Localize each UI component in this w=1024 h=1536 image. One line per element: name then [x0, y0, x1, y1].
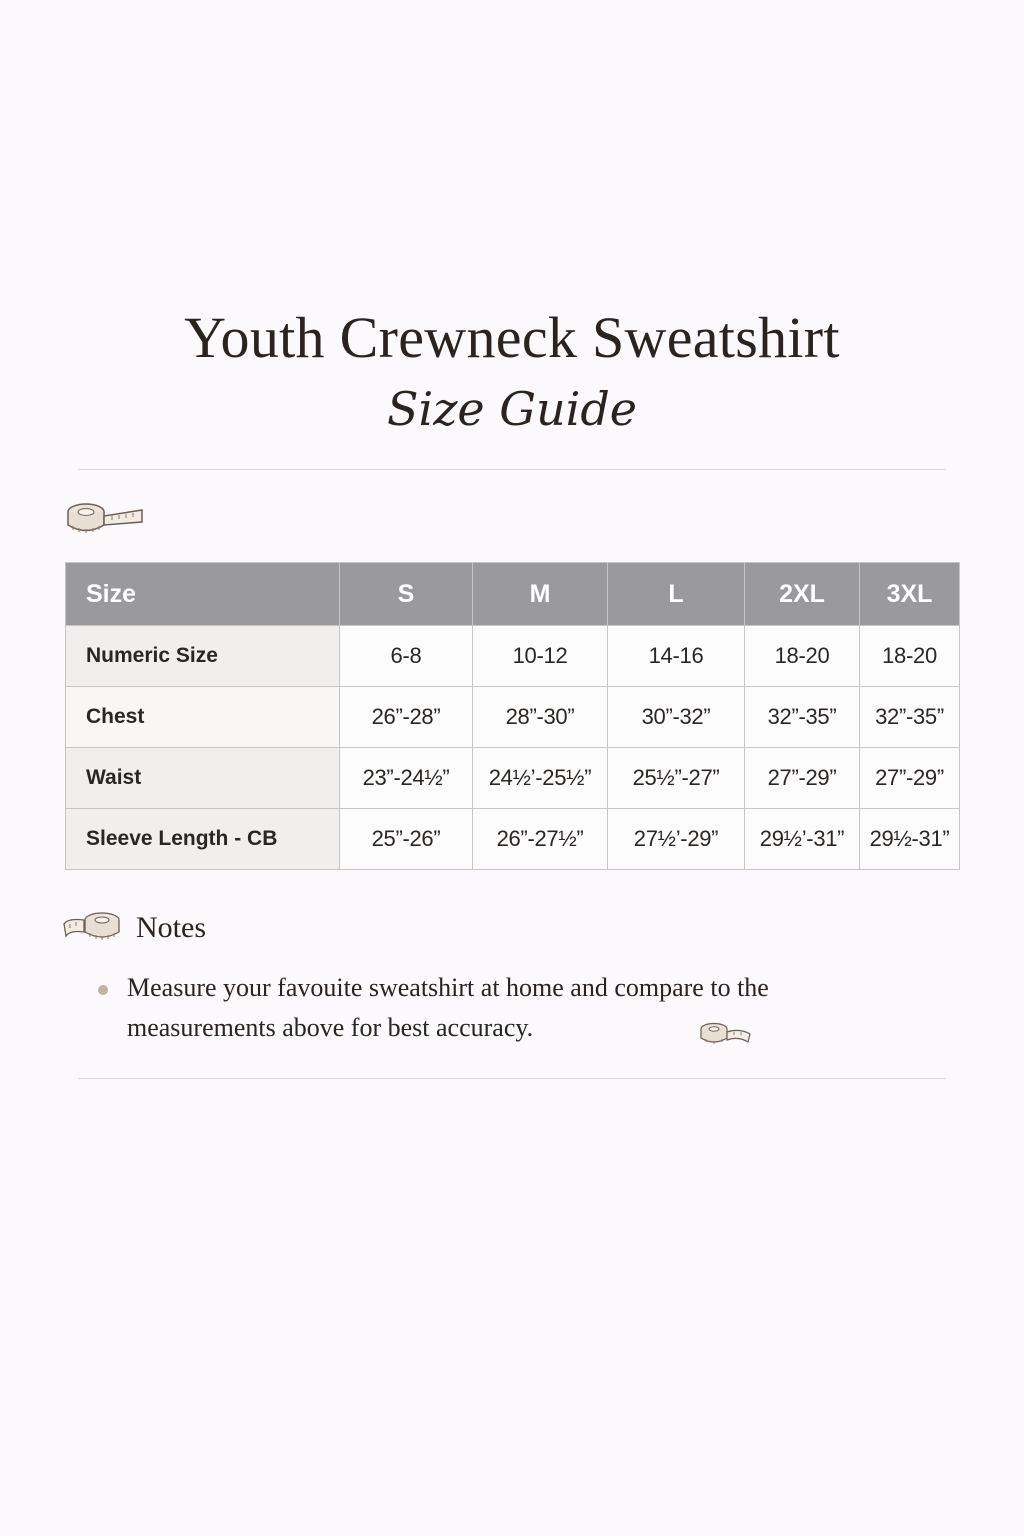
row-label: Chest — [66, 687, 340, 748]
table-row — [66, 809, 960, 870]
top-divider — [78, 469, 946, 470]
page-subtitle: Size Guide — [386, 382, 638, 436]
page-title: Youth Crewneck Sweatshirt — [184, 305, 840, 370]
table-cell: 25”-26” — [340, 809, 473, 870]
table-cell: 24½’-25½” — [473, 748, 608, 809]
note-item: Measure your favouite sweatshirt at home and compare to the measurements above for best accuracy. — [127, 973, 769, 1042]
row-label: Sleeve Length - CB — [66, 809, 340, 870]
column-header-s: S — [340, 563, 473, 626]
table-cell: 25½”-27” — [608, 748, 745, 809]
column-header-3xl: 3XL — [860, 563, 960, 626]
table-header-row — [66, 563, 960, 626]
table-cell: 27½’-29” — [608, 809, 745, 870]
table-row — [66, 687, 960, 748]
table-cell: 27”-29” — [745, 748, 860, 809]
table-cell: 29½-31” — [860, 809, 960, 870]
notes-heading: Notes — [136, 911, 206, 944]
table-cell: 23”-24½” — [340, 748, 473, 809]
bullet-dot — [98, 985, 108, 995]
row-label: Numeric Size — [66, 626, 340, 687]
table-cell: 29½’-31” — [745, 809, 860, 870]
column-header-l: L — [608, 563, 745, 626]
measuring-tape-icon — [698, 1020, 754, 1048]
table-cell: 26”-27½” — [473, 809, 608, 870]
table-cell: 18-20 — [860, 626, 960, 687]
table-cell: 18-20 — [745, 626, 860, 687]
table-cell: 10-12 — [473, 626, 608, 687]
table-row — [66, 626, 960, 687]
table-cell: 32”-35” — [745, 687, 860, 748]
column-header-m: M — [473, 563, 608, 626]
column-header-2xl: 2XL — [745, 563, 860, 626]
table-cell: 32”-35” — [860, 687, 960, 748]
size-column-header: Size — [66, 563, 340, 626]
size-table — [65, 562, 960, 870]
table-cell: 30”-32” — [608, 687, 745, 748]
row-label: Waist — [66, 748, 340, 809]
table-cell: 14-16 — [608, 626, 745, 687]
table-cell: 26”-28” — [340, 687, 473, 748]
table-row — [66, 748, 960, 809]
table-cell: 28”-30” — [473, 687, 608, 748]
bottom-divider — [78, 1078, 946, 1079]
measuring-tape-icon — [62, 910, 124, 944]
table-cell: 27”-29” — [860, 748, 960, 809]
table-cell: 6-8 — [340, 626, 473, 687]
measuring-tape-icon — [64, 498, 146, 540]
